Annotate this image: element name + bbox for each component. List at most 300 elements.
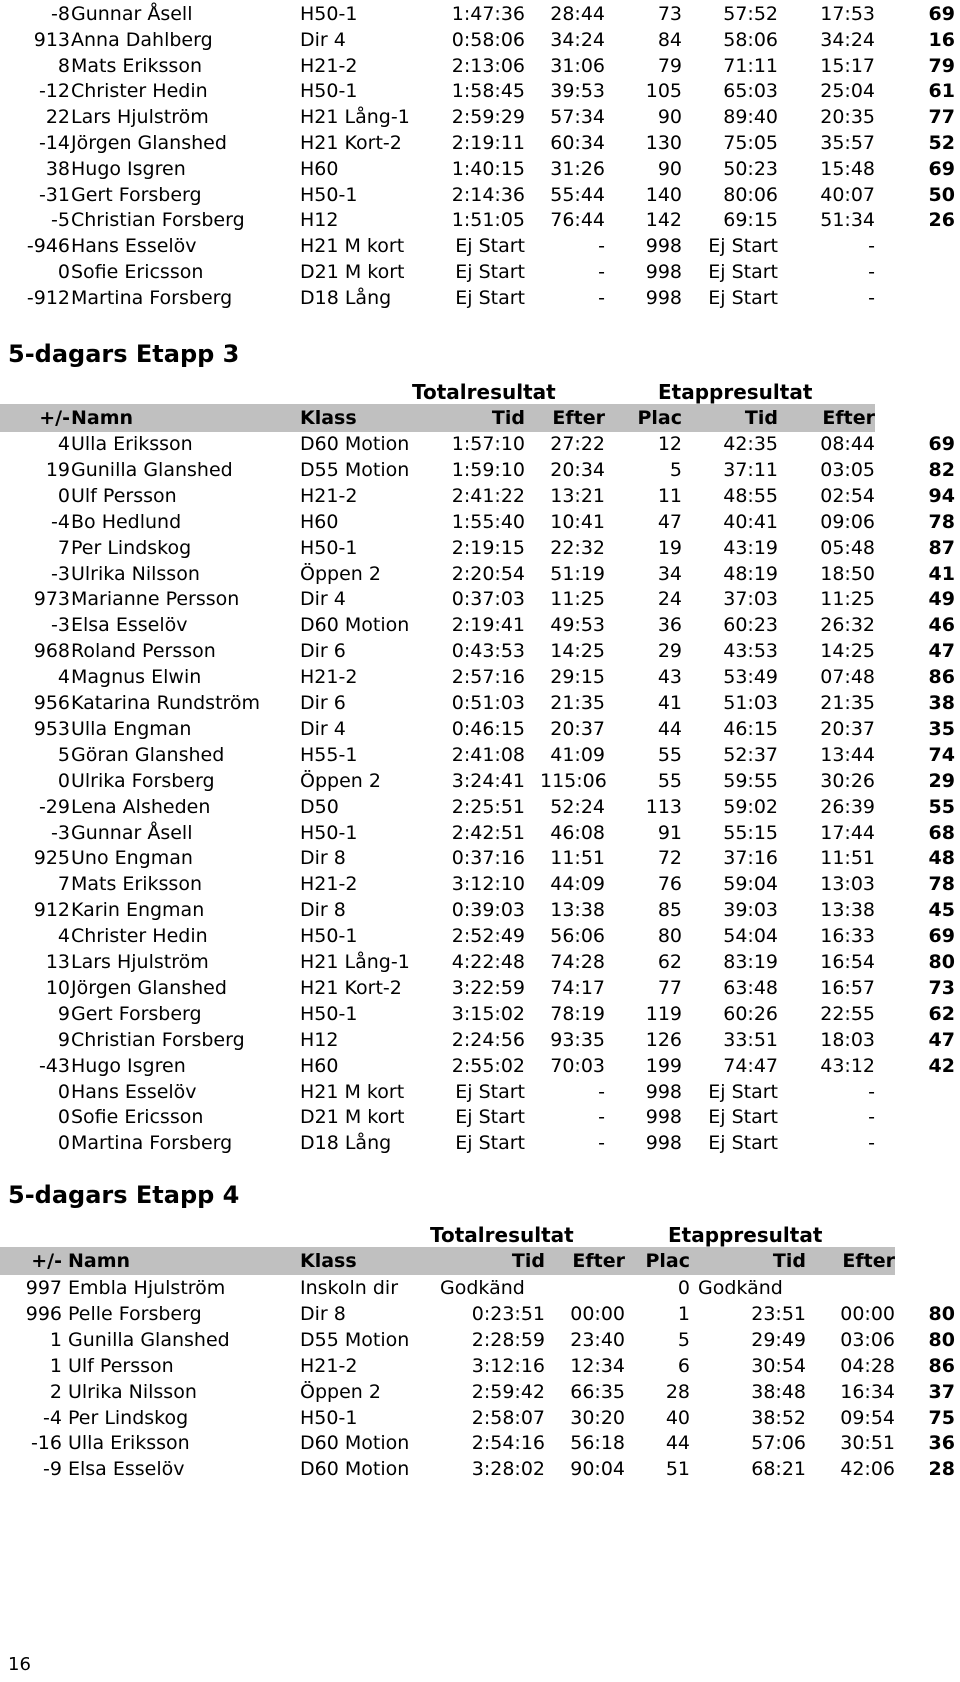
cell-class: H21 M kort	[300, 235, 405, 258]
cell-total-time: 3:22:59	[451, 976, 525, 999]
cell-name: Sofie Ericsson	[71, 1106, 204, 1129]
cell-total-behind: 20:37	[550, 717, 605, 740]
cell-stage-time: 74:47	[723, 1054, 778, 1077]
cell-stage-behind: 42:06	[840, 1458, 895, 1481]
cell-stage-time: 42:35	[723, 433, 778, 455]
cell-total-time: 0:46:15	[451, 717, 525, 740]
table-row	[0, 103, 960, 131]
etapp4-total-group: Totalresultat	[430, 1223, 574, 1247]
cell-total-behind: 76:44	[550, 209, 605, 232]
cell-stage-behind: 16:33	[820, 925, 875, 948]
table-row	[0, 1352, 960, 1380]
cell-plusminus: -3	[51, 614, 70, 637]
cell-place: 44	[657, 717, 682, 740]
cell-plusminus: 4	[57, 433, 70, 455]
cell-plusminus: -31	[38, 183, 70, 206]
cell-total-time: 2:19:11	[451, 132, 525, 154]
cell-place: 105	[645, 80, 682, 103]
cell-stage-time: 71:11	[723, 54, 778, 77]
cell-plusminus: 0	[57, 769, 70, 792]
cell-total-time: 0:37:03	[451, 588, 525, 611]
cell-stage-behind: 11:25	[820, 588, 875, 611]
cell-class: H21-2	[300, 54, 358, 77]
cell-stage-time: 89:40	[723, 106, 778, 129]
cell-total-time: 2:14:36	[451, 183, 525, 206]
cell-points: 26	[928, 209, 955, 232]
cell-stage-behind: 34:24	[820, 28, 875, 51]
cell-name: Gunnar Åsell	[71, 3, 193, 25]
cell-plusminus: 973	[33, 588, 70, 611]
cell-class: H60	[300, 510, 339, 533]
cell-name: Magnus Elwin	[71, 666, 202, 689]
cell-stage-behind: 18:50	[820, 562, 875, 585]
cell-stage-time: 60:26	[723, 1002, 778, 1025]
cell-place: 126	[645, 1028, 682, 1051]
cell-total-behind: 41:09	[550, 743, 605, 766]
cell-total-behind: 51:19	[550, 562, 605, 585]
cell-name: Martina Forsberg	[71, 1132, 233, 1155]
table-row	[0, 948, 960, 976]
cell-stage-behind: 21:35	[820, 692, 875, 714]
cell-place: 43	[657, 666, 682, 689]
cell-place: Plac	[637, 407, 682, 429]
cell-plusminus: 10	[45, 976, 70, 999]
table-row	[0, 611, 960, 639]
cell-points: 68	[928, 821, 955, 844]
cell-name: Ulrika Nilsson	[68, 1380, 197, 1403]
cell-name: Sofie Ericsson	[71, 261, 204, 283]
cell-plusminus: 925	[33, 847, 70, 870]
cell-stage-time: 48:19	[723, 562, 778, 585]
cell-name: Christer Hedin	[71, 925, 208, 948]
cell-name: Christer Hedin	[71, 80, 208, 103]
cell-class: H12	[300, 209, 339, 232]
cell-place: 19	[657, 536, 682, 559]
cell-class: H21 Lång-1	[300, 106, 410, 129]
cell-stage-behind: 30:51	[840, 1432, 895, 1455]
cell-points: 28	[928, 1458, 955, 1481]
cell-place: 47	[657, 510, 682, 533]
cell-class: Klass	[300, 1250, 357, 1272]
table-row	[0, 0, 960, 28]
cell-stage-time: Ej Start	[708, 1132, 778, 1155]
cell-place: 24	[657, 588, 682, 611]
cell-plusminus: -14	[38, 132, 70, 154]
cell-place: 55	[657, 743, 682, 766]
cell-place: 90	[657, 157, 682, 180]
cell-class: Öppen 2	[300, 562, 381, 585]
cell-total-time: 1:47:36	[451, 3, 525, 25]
cell-points: 45	[928, 899, 955, 922]
cell-total-time: 2:52:49	[451, 925, 525, 948]
cell-total-time: 1:59:10	[451, 458, 525, 481]
cell-place: 76	[657, 873, 682, 896]
cell-place: 130	[645, 132, 682, 154]
cell-total-behind: 60:34	[550, 132, 605, 154]
cell-total-behind: 28:44	[550, 3, 605, 25]
cell-class: Klass	[300, 407, 357, 429]
cell-total-behind: -	[598, 1132, 605, 1155]
cell-name: Ulrika Forsberg	[71, 769, 215, 792]
cell-class: H21-2	[300, 873, 358, 896]
cell-plusminus: 0	[57, 1132, 70, 1155]
cell-total-time: 2:19:41	[451, 614, 525, 637]
cell-stage-time: 65:03	[723, 80, 778, 103]
cell-total-behind: 20:34	[550, 458, 605, 481]
cell-total-behind: -	[598, 286, 605, 309]
table-row	[0, 534, 960, 562]
cell-stage-time: 59:55	[723, 769, 778, 792]
cell-stage-behind: 43:12	[820, 1054, 875, 1077]
cell-stage-behind: Efter	[822, 407, 875, 429]
cell-name: Göran Glanshed	[71, 743, 225, 766]
cell-class: H21-2	[300, 666, 358, 689]
cell-name: Ulrika Nilsson	[71, 562, 200, 585]
cell-stage-behind: 20:35	[820, 106, 875, 129]
cell-total-behind: 66:35	[570, 1380, 625, 1403]
table-row	[0, 560, 960, 588]
table-header	[0, 1247, 895, 1275]
cell-plusminus: 5	[57, 743, 70, 766]
cell-points: 86	[928, 666, 955, 689]
cell-class: H21 Lång-1	[300, 951, 410, 973]
cell-class: H60	[300, 157, 339, 180]
cell-total-behind: 57:34	[550, 106, 605, 129]
table-row	[0, 1000, 960, 1028]
cell-place: 998	[645, 286, 682, 309]
cell-stage-time: 50:23	[723, 157, 778, 180]
cell-stage-behind: 00:00	[840, 1302, 895, 1325]
cell-place: 80	[657, 925, 682, 948]
cell-stage-behind: 35:57	[820, 132, 875, 154]
cell-stage-time: 69:15	[723, 209, 778, 232]
cell-points: 46	[928, 614, 955, 637]
cell-place: 34	[657, 562, 682, 585]
cell-points: 38	[928, 692, 955, 714]
cell-class: H21-2	[300, 484, 358, 507]
cell-total-behind: 21:35	[550, 692, 605, 714]
cell-class: H50-1	[300, 821, 358, 844]
cell-total-time: 2:55:02	[451, 1054, 525, 1077]
cell-total-time: Ej Start	[455, 286, 525, 309]
cell-stage-behind: 16:54	[820, 951, 875, 973]
cell-stage-behind: 17:44	[820, 821, 875, 844]
cell-class: D60 Motion	[300, 433, 410, 455]
table-row	[0, 1455, 960, 1483]
cell-class: H50-1	[300, 80, 358, 103]
cell-stage-behind: 26:39	[820, 795, 875, 818]
cell-place: 199	[645, 1054, 682, 1077]
cell-total-behind: 34:24	[550, 28, 605, 51]
cell-stage-time: 68:21	[751, 1458, 806, 1481]
cell-points: 41	[928, 562, 955, 585]
cell-plusminus: 4	[57, 666, 70, 689]
cell-place: 36	[657, 614, 682, 637]
cell-name: Ulla Eriksson	[68, 1432, 190, 1455]
cell-stage-time: 51:03	[723, 692, 778, 714]
cell-stage-behind: -	[868, 1132, 875, 1155]
cell-name: Gert Forsberg	[71, 1002, 202, 1025]
cell-plusminus: 19	[45, 458, 70, 481]
cell-stage-behind: 13:03	[820, 873, 875, 896]
cell-stage-behind: 09:54	[840, 1406, 895, 1429]
cell-points: 74	[928, 743, 955, 766]
cell-total-time: Ej Start	[455, 235, 525, 258]
cell-place: 0	[677, 1277, 690, 1299]
cell-plusminus: 4	[57, 925, 70, 948]
cell-stage-time: 37:11	[723, 458, 778, 481]
cell-plusminus: -43	[38, 1054, 70, 1077]
cell-plusminus: -3	[51, 821, 70, 844]
cell-stage-time: 59:02	[723, 795, 778, 818]
cell-class: D18 Lång	[300, 286, 392, 309]
cell-stage-behind: 40:07	[820, 183, 875, 206]
table-row	[0, 1078, 960, 1106]
cell-total-time: 2:59:42	[471, 1380, 545, 1403]
cell-class: D21 M kort	[300, 261, 405, 283]
cell-class: D60 Motion	[300, 1458, 410, 1481]
cell-total-time: Ej Start	[455, 1106, 525, 1129]
cell-name: Hugo Isgren	[71, 1054, 186, 1077]
cell-plusminus: 997	[25, 1277, 62, 1299]
cell-total-behind: 52:24	[550, 795, 605, 818]
cell-plusminus: -4	[51, 510, 70, 533]
cell-stage-time: 43:19	[723, 536, 778, 559]
cell-name: Ulla Eriksson	[71, 433, 193, 455]
cell-points: 42	[928, 1054, 955, 1077]
cell-total-time: 3:28:02	[471, 1458, 545, 1481]
cell-stage-time: Tid	[744, 407, 778, 429]
cell-name: Embla Hjulström	[68, 1277, 226, 1299]
cell-plusminus: 996	[25, 1302, 62, 1325]
cell-total-behind: 23:40	[570, 1328, 625, 1351]
cell-plusminus: 968	[33, 640, 70, 663]
cell-name: Per Lindskog	[71, 536, 192, 559]
cell-stage-behind: 20:37	[820, 717, 875, 740]
table-row	[0, 844, 960, 872]
cell-points: 47	[928, 640, 955, 663]
cell-points: 80	[928, 1328, 955, 1351]
cell-plusminus: -3	[51, 562, 70, 585]
cell-total-behind: 115:06	[540, 769, 607, 792]
cell-stage-time: 55:15	[723, 821, 778, 844]
cell-class: D60 Motion	[300, 614, 410, 637]
cell-stage-time: 63:48	[723, 976, 778, 999]
cell-plusminus: 9	[57, 1028, 70, 1051]
cell-points: 36	[928, 1432, 955, 1455]
cell-points: 49	[928, 588, 955, 611]
cell-points: 52	[928, 132, 955, 154]
cell-plusminus: +/-	[39, 407, 70, 429]
cell-plusminus: 8	[57, 54, 70, 77]
cell-plusminus: 7	[57, 873, 70, 896]
cell-place: Plac	[645, 1250, 690, 1272]
cell-total-behind: 00:00	[570, 1302, 625, 1325]
cell-class: Dir 8	[300, 1302, 346, 1325]
cell-stage-behind: 26:32	[820, 614, 875, 637]
cell-class: H50-1	[300, 3, 358, 25]
cell-points: 50	[928, 183, 955, 206]
cell-name: Pelle Forsberg	[68, 1302, 202, 1325]
cell-stage-time: Godkänd	[698, 1277, 783, 1299]
cell-plusminus: 953	[33, 717, 70, 740]
cell-place: 62	[657, 951, 682, 973]
cell-total-time: 1:55:40	[451, 510, 525, 533]
cell-place: 5	[669, 458, 682, 481]
table-row	[0, 767, 960, 795]
table-row	[0, 155, 960, 183]
cell-points: 69	[928, 3, 955, 25]
cell-place: 84	[657, 28, 682, 51]
cell-class: Dir 6	[300, 640, 346, 663]
cell-class: H60	[300, 1054, 339, 1077]
cell-total-behind: Efter	[552, 407, 605, 429]
cell-class: H12	[300, 1028, 339, 1051]
cell-plusminus: -29	[38, 795, 70, 818]
cell-stage-behind: 07:48	[820, 666, 875, 689]
cell-name: Jörgen Glanshed	[71, 976, 227, 999]
cell-total-behind: 78:19	[550, 1002, 605, 1025]
cell-class: D55 Motion	[300, 458, 410, 481]
cell-total-behind: 31:26	[550, 157, 605, 180]
cell-total-time: 2:20:54	[451, 562, 525, 585]
cell-total-behind: 56:06	[550, 925, 605, 948]
cell-name: Ulla Engman	[71, 717, 192, 740]
table-row	[0, 258, 960, 286]
cell-stage-time: 38:48	[751, 1380, 806, 1403]
table-row	[0, 206, 960, 234]
cell-stage-time: 60:23	[723, 614, 778, 637]
cell-plusminus: 956	[33, 692, 70, 714]
cell-total-time: 2:59:29	[451, 106, 525, 129]
cell-place: 998	[645, 1132, 682, 1155]
cell-points: 37	[928, 1380, 955, 1403]
cell-stage-behind: 22:55	[820, 1002, 875, 1025]
cell-name: Namn	[71, 407, 134, 429]
cell-place: 90	[657, 106, 682, 129]
cell-stage-behind: 25:04	[820, 80, 875, 103]
cell-total-time: Tid	[491, 407, 525, 429]
cell-class: H21 Kort-2	[300, 132, 402, 154]
cell-stage-time: 37:03	[723, 588, 778, 611]
cell-total-behind: -	[598, 1080, 605, 1103]
cell-points: 75	[928, 1406, 955, 1429]
cell-plusminus: -4	[43, 1406, 62, 1429]
cell-total-behind: 13:38	[550, 899, 605, 922]
cell-plusminus: -16	[30, 1432, 62, 1455]
cell-class: H50-1	[300, 1406, 358, 1429]
cell-total-time: 2:42:51	[451, 821, 525, 844]
cell-total-time: 1:58:45	[451, 80, 525, 103]
cell-place: 6	[677, 1354, 690, 1377]
cell-total-behind: 74:17	[550, 976, 605, 999]
cell-name: Per Lindskog	[68, 1406, 189, 1429]
cell-name: Christian Forsberg	[71, 1028, 245, 1051]
cell-stage-time: 58:06	[723, 28, 778, 51]
cell-total-time: 0:58:06	[451, 28, 525, 51]
table-row	[0, 1274, 960, 1302]
cell-name: Hans Esselöv	[71, 235, 197, 258]
cell-total-time: 3:24:41	[451, 769, 525, 792]
cell-place: 140	[645, 183, 682, 206]
cell-stage-behind: 13:38	[820, 899, 875, 922]
cell-plusminus: -8	[51, 3, 70, 25]
cell-class: H50-1	[300, 1002, 358, 1025]
cell-plusminus: 9	[57, 1002, 70, 1025]
etapp4-etapp-group: Etappresultat	[668, 1223, 823, 1247]
cell-plusminus: 7	[57, 536, 70, 559]
cell-total-time: 2:24:56	[451, 1028, 525, 1051]
cell-total-time: 2:41:22	[451, 484, 525, 507]
cell-total-behind: 30:20	[570, 1406, 625, 1429]
cell-total-time: 0:39:03	[451, 899, 525, 922]
cell-stage-time: 48:55	[723, 484, 778, 507]
cell-plusminus: 0	[57, 484, 70, 507]
cell-name: Christian Forsberg	[71, 209, 245, 232]
cell-place: 29	[657, 640, 682, 663]
cell-total-behind: -	[598, 1106, 605, 1129]
cell-name: Gunilla Glanshed	[68, 1328, 230, 1351]
cell-points: 69	[928, 433, 955, 455]
table-row	[0, 52, 960, 80]
table-row	[0, 663, 960, 691]
table-row	[0, 129, 960, 157]
cell-class: H55-1	[300, 743, 358, 766]
cell-stage-time: 43:53	[723, 640, 778, 663]
table-row	[0, 77, 960, 105]
cell-stage-behind: 04:28	[840, 1354, 895, 1377]
cell-stage-time: 75:05	[723, 132, 778, 154]
table-row	[0, 715, 960, 743]
cell-place: 5	[677, 1328, 690, 1351]
table-row	[0, 181, 960, 209]
cell-points: 69	[928, 925, 955, 948]
cell-total-behind: 14:25	[550, 640, 605, 663]
cell-plusminus: 13	[45, 951, 70, 973]
cell-name: Anna Dahlberg	[71, 28, 213, 51]
cell-points: 87	[928, 536, 955, 559]
cell-points: 55	[928, 795, 955, 818]
cell-plusminus: -912	[26, 286, 70, 309]
cell-stage-behind: 17:53	[820, 3, 875, 25]
cell-points: 29	[928, 769, 955, 792]
cell-name: Elsa Esselöv	[71, 614, 188, 637]
table-row	[0, 1103, 960, 1131]
cell-name: Mats Eriksson	[71, 54, 202, 77]
cell-place: 79	[657, 54, 682, 77]
cell-place: 142	[645, 209, 682, 232]
cell-total-time: 2:28:59	[471, 1328, 545, 1351]
cell-place: 91	[657, 821, 682, 844]
cell-stage-behind: 15:48	[820, 157, 875, 180]
cell-class: D50	[300, 795, 339, 818]
cell-stage-time: 40:41	[723, 510, 778, 533]
cell-stage-time: 30:54	[751, 1354, 806, 1377]
cell-class: D21 M kort	[300, 1106, 405, 1129]
table-header	[0, 404, 875, 432]
cell-name: Gunilla Glanshed	[71, 458, 233, 481]
cell-place: 28	[665, 1380, 690, 1403]
cell-place: 11	[657, 484, 682, 507]
cell-place: 119	[645, 1002, 682, 1025]
cell-stage-time: Ej Start	[708, 1106, 778, 1129]
cell-stage-behind: 51:34	[820, 209, 875, 232]
cell-total-time: Ej Start	[455, 1132, 525, 1155]
cell-stage-time: Ej Start	[708, 261, 778, 283]
cell-total-time: 1:57:10	[451, 433, 525, 455]
table-row	[0, 1052, 960, 1080]
cell-name: Marianne Persson	[71, 588, 240, 611]
